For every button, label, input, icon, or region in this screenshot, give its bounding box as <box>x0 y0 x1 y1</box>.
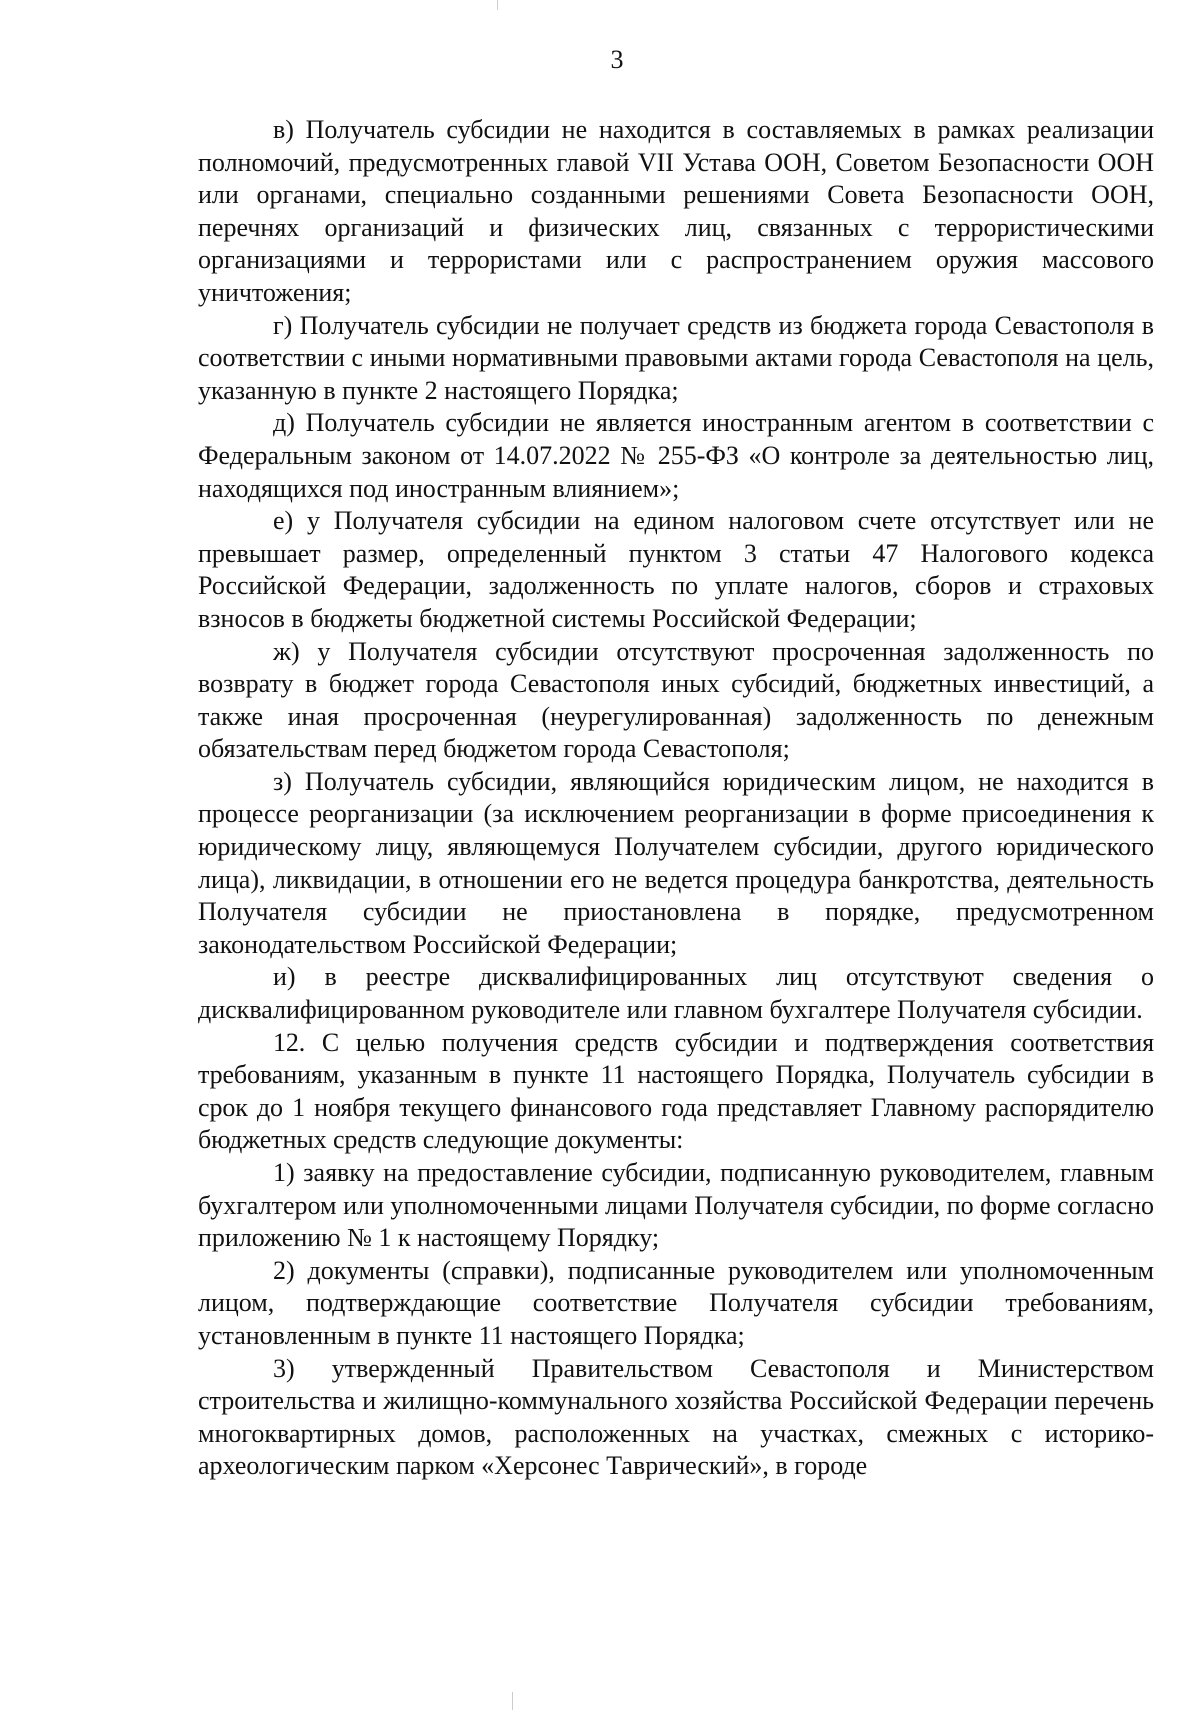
scan-mark-bottom <box>512 1692 513 1710</box>
paragraph-z: з) Получатель субсидии, являющийся юридическим лицом, не находится в процессе реорганизации (за исключением реорганизации в форме присоединения к юридическому лицу, являющемуся Получателем субсидии, другого юридического лица), ликвидации, в отношении его не ведется процедура банкротства, деятельность Получателя субсидии не приостановлена в порядке, предусмотренном законодательством Российской Федерации; <box>198 766 1154 959</box>
paragraph-12: 12. С целью получения средств субсидии и подтверждения соответствия требованиям, указанным в пункте 11 настоящего Порядка, Получатель субсидии в срок до 1 ноября текущего финансового года представляет Главному распорядителю бюджетных средств следующие документы: <box>198 1027 1154 1155</box>
scan-mark-top <box>497 0 498 10</box>
list-item-2: 2) документы (справки), подписанные руководителем или уполномоченным лицом, подтверждающие соответствие Получателя субсидии требованиям, установленным в пункте 11 настоящего Порядка; <box>198 1255 1154 1350</box>
page-number: 3 <box>610 45 624 74</box>
paragraph-e: е) у Получателя субсидии на едином налоговом счете отсутствует или не превышает размер, определенный пунктом 3 статьи 47 Налогового кодекса Российской Федерации, задолженность по уплате налогов, сборов и страховых взносов в бюджеты бюджетной системы Российской Федерации; <box>198 506 1154 633</box>
paragraph-i: и) в реестре дисквалифицированных лиц отсутствуют сведения о дисквалифицированном руководителе или главном бухгалтере Получателя субсидии. <box>198 962 1154 1025</box>
paragraph-d: д) Получатель субсидии не является иностранным агентом в соответствии с Федеральным законом от 14.07.2022 № 255-ФЗ «О контроле за деятельностью лиц, находящихся под иностранным влиянием»; <box>198 408 1154 503</box>
paragraph-g: г) Получатель субсидии не получает средств из бюджета города Севастополя в соответствии с иными нормативными правовыми актами города Севастополя на цель, указанную в пункте 2 настоящего Порядка; <box>198 310 1154 405</box>
paragraph-zh: ж) у Получателя субсидии отсутствуют просроченная задолженность по возврату в бюджет города Севастополя иных субсидий, бюджетных инвестиций, а также иная просроченная (неурегулированная) задолженность по денежным обязательствам перед бюджетом города Севастополя; <box>198 636 1154 764</box>
document-body <box>198 114 1154 1483</box>
list-item-1: 1) заявку на предоставление субсидии, подписанную руководителем, главным бухгалтером или уполномоченными лицами Получателя субсидии, по форме согласно приложению № 1 к настоящему Порядку; <box>198 1158 1154 1253</box>
paragraph-v: в) Получатель субсидии не находится в составляемых в рамках реализации полномочий, предусмотренных главой VII Устава ООН, Советом Безопасности ООН или органами, специально созданными решениями Совета Безопасности ООН, перечнях организаций и физических лиц, связанных с террористическими организациями и террористами или с распространением оружия массового уничтожения; <box>198 115 1154 307</box>
list-item-3: 3) утвержденный Правительством Севастополя и Министерством строительства и жилищно-коммунального хозяйства Российской Федерации перечень многоквартирных домов, расположенных на участках, смежных с историко-археологическим парком «Херсонес Таврический», в городе <box>198 1353 1154 1481</box>
